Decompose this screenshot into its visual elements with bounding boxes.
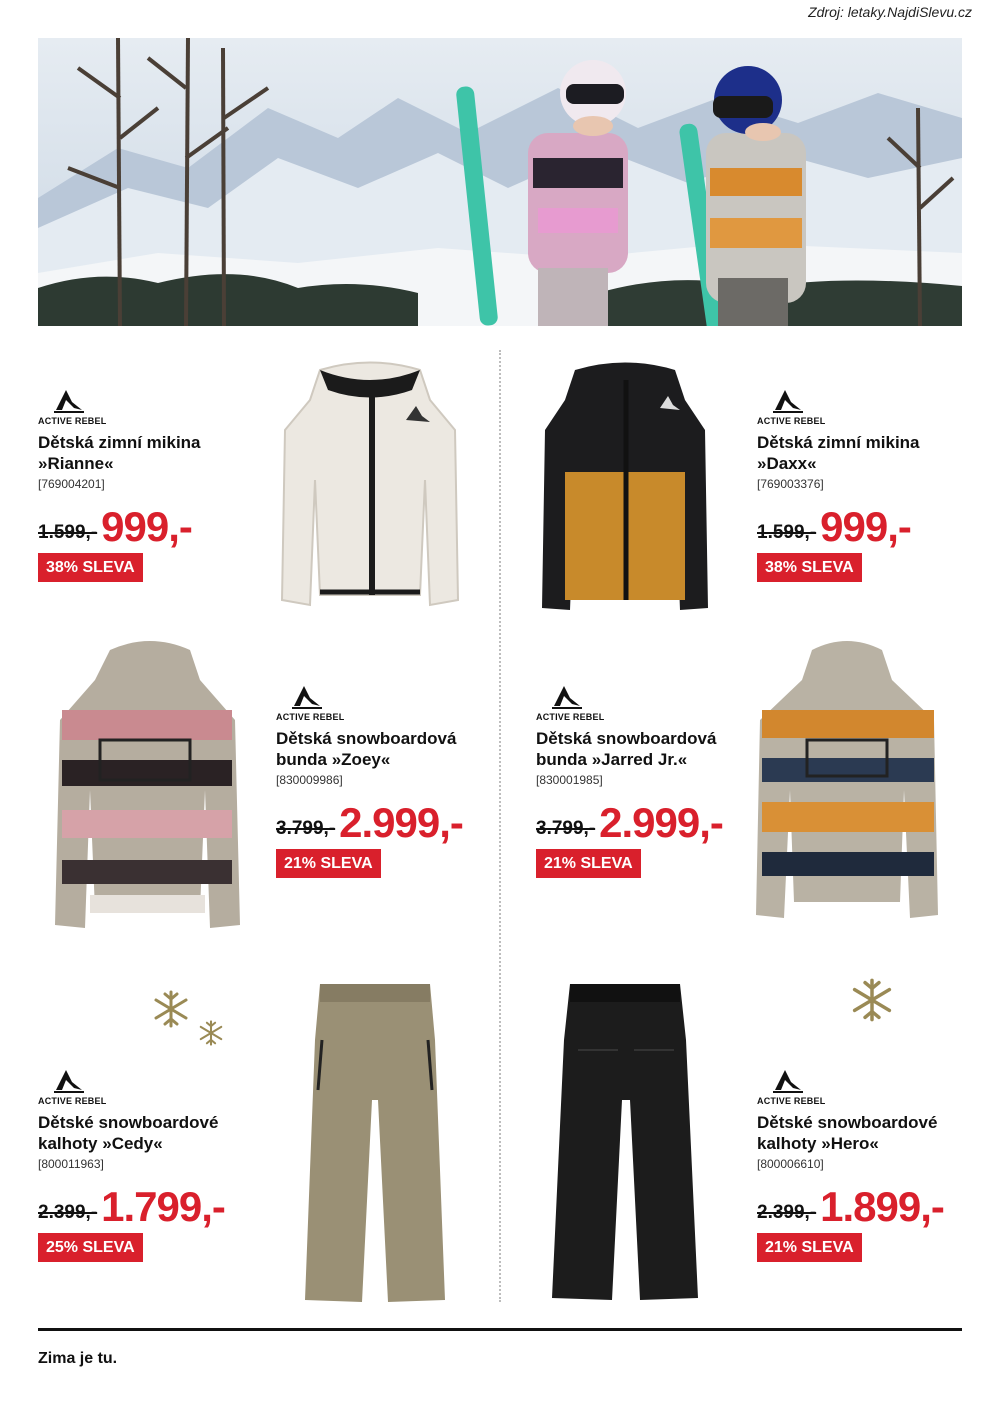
product-name-line2: »Rianne«: [38, 454, 114, 473]
product-code: [800011963]: [38, 1157, 104, 1171]
brand-block: [757, 1068, 987, 1106]
snowflake-icon: [152, 990, 190, 1028]
discount-badge: 21% SLEVA: [276, 849, 381, 878]
brand-name: ACTIVE REBEL: [757, 416, 826, 426]
product-image-hero: [548, 980, 703, 1310]
active-rebel-logo-icon: [290, 684, 324, 710]
product-cedy[interactable]: [38, 1068, 268, 1262]
product-name-line2: kalhoty »Hero«: [757, 1134, 879, 1153]
source-caption: Zdroj: letaky.NajdiSlevu.cz: [808, 4, 972, 20]
footer-tagline: Zima je tu.: [38, 1350, 118, 1367]
active-rebel-logo-icon: [771, 1068, 805, 1094]
active-rebel-logo-icon: [52, 1068, 86, 1094]
brand-name: ACTIVE REBEL: [536, 712, 605, 722]
product-name: Dětské snowboardové: [38, 1113, 219, 1132]
product-image-cedy: [300, 980, 450, 1310]
product-name-line2: kalhoty »Cedy«: [38, 1134, 163, 1153]
product-name: Dětské snowboardové: [757, 1113, 938, 1132]
snowflake-icon: [198, 1020, 224, 1046]
brand-name: ACTIVE REBEL: [38, 416, 107, 426]
brand-name: ACTIVE REBEL: [276, 712, 345, 722]
product-name: Dětská snowboardová: [276, 729, 457, 748]
old-price: 1.599,-: [38, 522, 98, 543]
discount-badge: 21% SLEVA: [757, 1233, 862, 1262]
old-price: 2.399,-: [38, 1202, 98, 1223]
product-zoey[interactable]: [276, 684, 506, 878]
product-name: Dětská zimní mikina: [38, 433, 201, 452]
product-name: Dětská snowboardová: [536, 729, 717, 748]
old-price: 2.399,-: [757, 1202, 817, 1223]
new-price: 2.999,-: [599, 799, 723, 846]
product-daxx[interactable]: [757, 388, 987, 582]
new-price: 2.999,-: [339, 799, 463, 846]
product-jarred[interactable]: [536, 684, 766, 878]
brand-name: ACTIVE REBEL: [38, 1096, 107, 1106]
product-name-line2: bunda »Jarred Jr.«: [536, 750, 688, 769]
product-name-line2: bunda »Zoey«: [276, 750, 391, 769]
discount-badge: 21% SLEVA: [536, 849, 641, 878]
product-code: [769003376]: [757, 477, 824, 491]
brand-block: [757, 388, 987, 426]
product-image-daxx: [540, 360, 710, 620]
footer-divider: [38, 1328, 962, 1331]
discount-badge: 38% SLEVA: [38, 553, 143, 582]
product-code: [830009986]: [276, 773, 343, 787]
old-price: 1.599,-: [757, 522, 817, 543]
product-name: Dětská zimní mikina: [757, 433, 920, 452]
product-rianne[interactable]: [38, 388, 268, 582]
discount-badge: 38% SLEVA: [757, 553, 862, 582]
product-image-zoey: [50, 640, 245, 940]
product-code: [800006610]: [757, 1157, 824, 1171]
new-price: 1.799,-: [101, 1183, 225, 1230]
brand-block: [276, 684, 506, 722]
brand-block: [38, 1068, 268, 1106]
discount-badge: 25% SLEVA: [38, 1233, 143, 1262]
product-image-rianne: [280, 360, 460, 615]
new-price: 999,-: [101, 503, 192, 550]
snowflake-icon: [850, 978, 894, 1022]
product-code: [830001985]: [536, 773, 603, 787]
product-name-line2: »Daxx«: [757, 454, 817, 473]
brand-name: ACTIVE REBEL: [757, 1096, 826, 1106]
active-rebel-logo-icon: [550, 684, 584, 710]
old-price: 3.799,-: [536, 818, 596, 839]
product-hero[interactable]: [757, 1068, 987, 1262]
brand-block: [38, 388, 268, 426]
active-rebel-logo-icon: [771, 388, 805, 414]
active-rebel-logo-icon: [52, 388, 86, 414]
product-image-jarred: [752, 640, 942, 930]
new-price: 999,-: [820, 503, 911, 550]
old-price: 3.799,-: [276, 818, 336, 839]
product-code: [769004201]: [38, 477, 105, 491]
new-price: 1.899,-: [820, 1183, 944, 1230]
brand-block: [536, 684, 766, 722]
hero-image: [38, 38, 962, 326]
